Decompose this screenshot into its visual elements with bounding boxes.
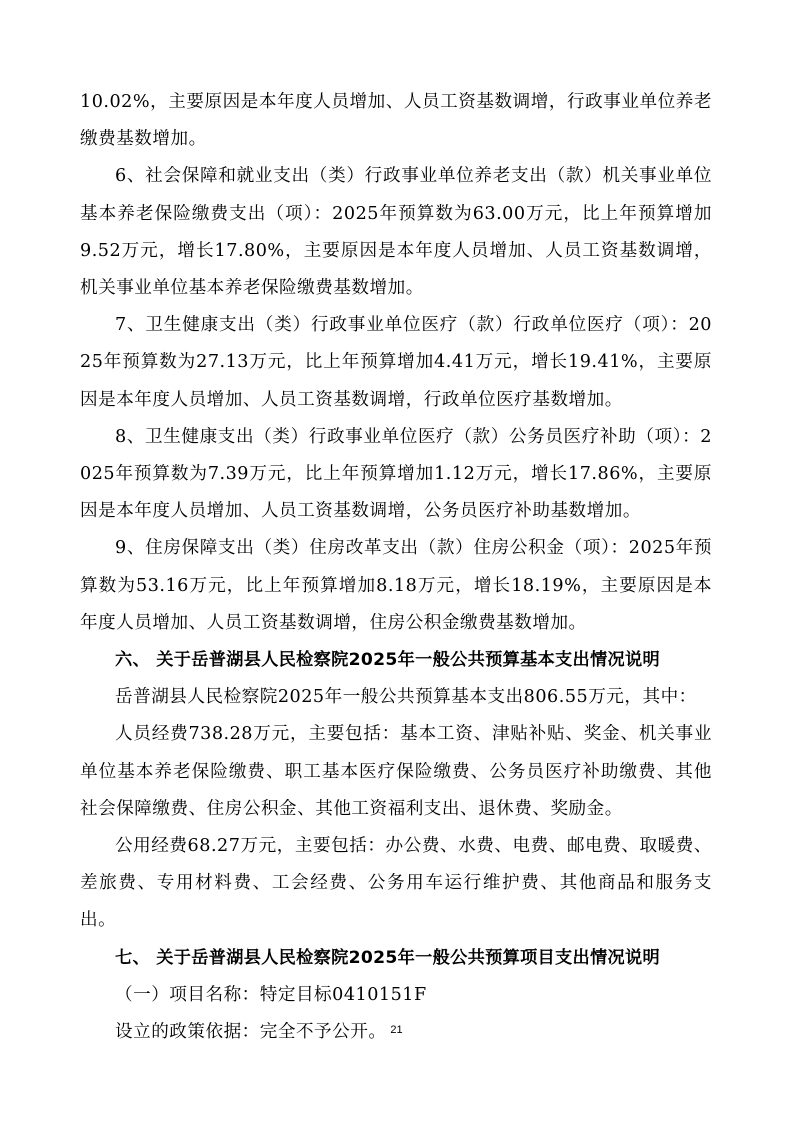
document-body — [80, 84, 712, 1051]
paragraph-item-9: 9、住房保障支出（类）住房改革支出（款）住房公积金（项）：2025年预算数为53.16万元，比上年预算增加8.18万元，增长18.19%，主要原因是本年度人员增加、人员工资基数调增，住房公积金缴费基数增加。 — [80, 538, 712, 633]
paragraph-public-expenses: 公用经费68.27万元，主要包括：办公费、水费、电费、邮电费、取暖费、差旅费、专用材料费、工会经费、公务用车运行维护费、其他商品和服务支出。 — [80, 836, 712, 931]
paragraph-continuation: 10.02%，主要原因是本年度人员增加、人员工资基数调增，行政事业单位养老缴费基数增加。 — [80, 92, 712, 150]
section-heading-7: 七、 关于岳普湖县人民检察院2025年一般公共预算项目支出情况说明 — [115, 947, 660, 968]
section-heading-6: 六、 关于岳普湖县人民检察院2025年一般公共预算基本支出情况说明 — [115, 650, 660, 671]
paragraph-item-7: 7、卫生健康支出（类）行政事业单位医疗（款）行政单位医疗（项）：2025年预算数为27.13万元，比上年预算增加4.41万元，增长19.41%，主要原因是本年度人员增加、人员工资基数调增，行政单位医疗基数增加。 — [80, 315, 712, 410]
paragraph-item-6: 6、社会保障和就业支出（类）行政事业单位养老支出（款）机关事业单位基本养老保险缴费支出（项）：2025年预算数为63.00万元，比上年预算增加9.52万元，增长17.80%，主要原因是本年度人员增加、人员工资基数调增，机关事业单位基本养老保险缴费基数增加。 — [80, 166, 712, 299]
page-number: 21 — [390, 1024, 403, 1036]
paragraph-policy-basis: 设立的政策依据：完全不予公开。 — [115, 1022, 387, 1043]
paragraph-personnel-expenses: 人员经费738.28万元，主要包括：基本工资、津贴补贴、奖金、机关事业单位基本养老保险缴费、职工基本医疗保险缴费、公务员医疗补助缴费、其他社会保障缴费、住房公积金、其他工资福利支出、退休费、奖励金。 — [80, 724, 712, 819]
paragraph-basic-expenditure: 岳普湖县人民检察院2025年一般公共预算基本支出806.55万元，其中： — [115, 687, 697, 708]
paragraph-project-name: （一）项目名称：特定目标0410151F — [115, 984, 427, 1005]
paragraph-item-8: 8、卫生健康支出（类）行政事业单位医疗（款）公务员医疗补助（项）：2025年预算数为7.39万元，比上年预算增加1.12万元，增长17.86%，主要原因是本年度人员增加、人员工资基数调增，公务员医疗补助基数增加。 — [80, 426, 712, 522]
